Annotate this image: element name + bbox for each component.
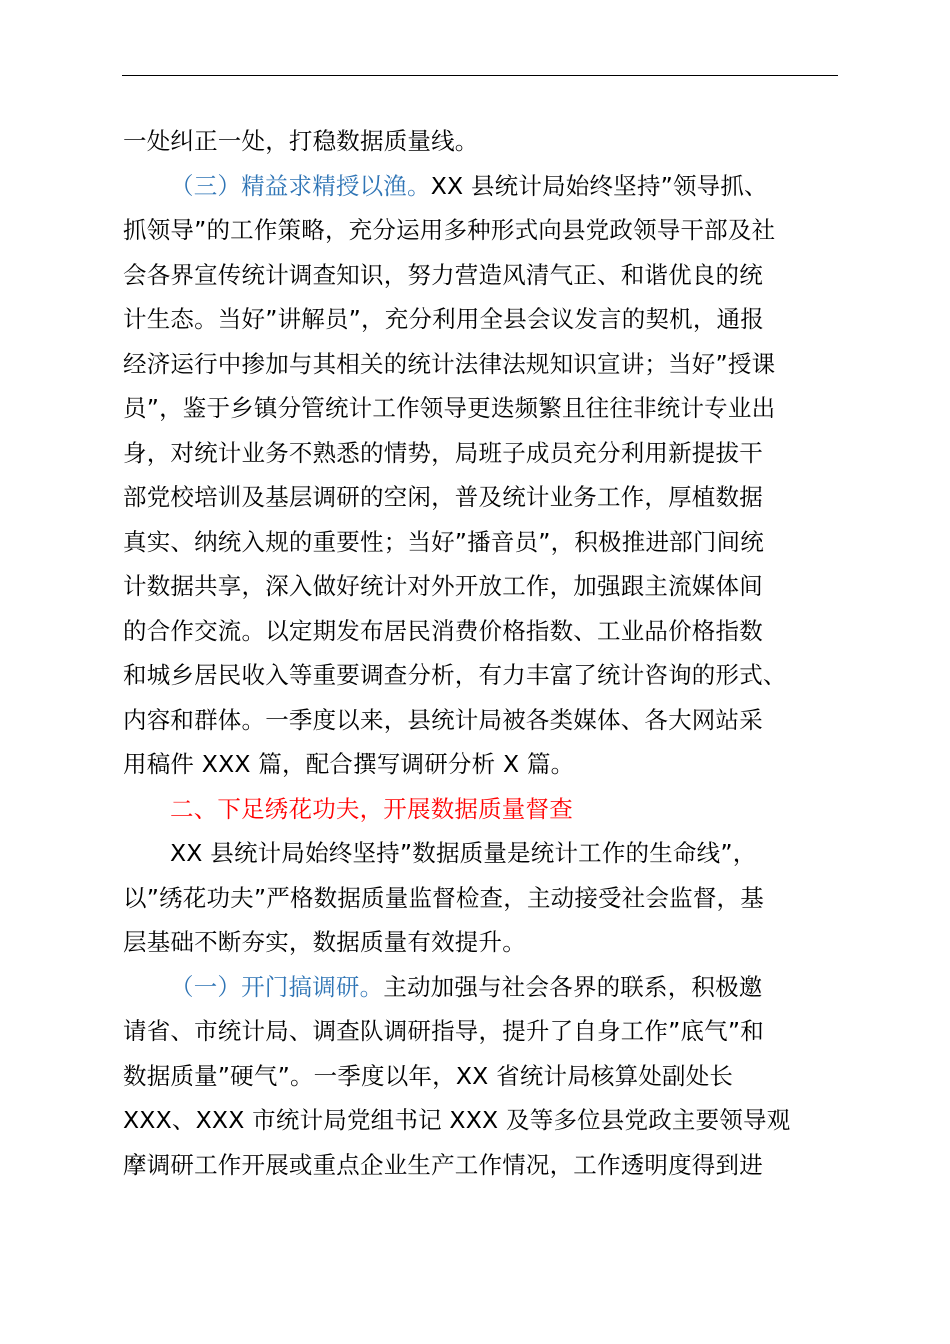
- text-line: [0, 431, 950, 475]
- text-line: [0, 609, 950, 653]
- line-text: 内容和群体。一季度以来，县统计局被各类媒体、各大网站采: [123, 706, 763, 734]
- line-text: 和城乡居民收入等重要调查分析，有力丰富了统计咨询的形式、: [123, 661, 787, 689]
- text-line: [0, 1009, 950, 1053]
- line-text: 员”，鉴于乡镇分管统计工作领导更迭频繁且往往非统计专业出: [123, 394, 776, 422]
- text-line: [0, 208, 950, 252]
- line-text: XX 县统计局始终坚持”数据质量是统计工作的生命线”，: [170, 839, 757, 867]
- text-line: [0, 520, 950, 564]
- text-line: [0, 1054, 950, 1098]
- line-text: XX 县统计局始终坚持”领导抓、: [430, 172, 768, 200]
- line-text: 请省、市统计局、调查队调研指导，提升了自身工作”底气”和: [123, 1017, 764, 1045]
- line-text: 经济运行中掺加与其相关的统计法律法规知识宣讲；当好”授课: [123, 350, 776, 378]
- header-rule: [122, 75, 838, 76]
- subheading-3: （三）精益求精授以渔。: [170, 172, 431, 200]
- text-line: [0, 965, 950, 1009]
- text-line: [0, 742, 950, 786]
- line-text: 层基础不断夯实，数据质量有效提升。: [123, 928, 526, 956]
- line-text: 计数据共享，深入做好统计对外开放工作，加强跟主流媒体间: [123, 572, 763, 600]
- text-line: [0, 386, 950, 430]
- text-line: [0, 564, 950, 608]
- text-line: [0, 1143, 950, 1187]
- line-text: 用稿件 XXX 篇，配合撰写调研分析 X 篇。: [123, 750, 575, 778]
- line-text: 摩调研工作开展或重点企业生产工作情况，工作透明度得到进: [123, 1151, 763, 1179]
- line-text: 主动加强与社会各界的联系，积极邀: [383, 973, 763, 1001]
- text-line: [0, 920, 950, 964]
- text-line: [0, 342, 950, 386]
- line-text: 以”绣花功夫”严格数据质量监督检查，主动接受社会监督，基: [123, 884, 764, 912]
- line-text: 部党校培训及基层调研的空闲，普及统计业务工作，厚植数据: [123, 483, 763, 511]
- line-text: 会各界宣传统计调查知识，努力营造风清气正、和谐优良的统: [123, 261, 763, 289]
- text-line: [0, 253, 950, 297]
- text-line: [0, 876, 950, 920]
- section-heading-2: 二、下足绣花功夫，开展数据质量督查: [170, 795, 573, 823]
- subheading-1: （一）开门搞调研。: [170, 973, 384, 1001]
- line-wrap: [170, 965, 763, 1009]
- text-line: [0, 1098, 950, 1142]
- line-text: 计生态。当好”讲解员”，充分利用全县会议发言的契机，通报: [123, 305, 764, 333]
- text-line: [0, 698, 950, 742]
- line-text: XXX、XXX 市统计局党组书记 XXX 及等多位县党政主要领导观: [123, 1106, 791, 1134]
- text-line: [0, 831, 950, 875]
- line-text: 一处纠正一处，打稳数据质量线。: [123, 127, 479, 155]
- line-text: 身，对统计业务不熟悉的情势，局班子成员充分利用新提拔干: [123, 439, 763, 467]
- line-text: 真实、纳统入规的重要性；当好”播音员”，积极推进部门间统: [123, 528, 764, 556]
- line-text: 数据质量”硬气”。一季度以年，XX 省统计局核算处副处长: [123, 1062, 734, 1090]
- text-line: [0, 653, 950, 697]
- text-line: [0, 119, 950, 163]
- text-line: [0, 164, 950, 208]
- text-line: [0, 787, 950, 831]
- line-text: 的合作交流。以定期发布居民消费价格指数、工业品价格指数: [123, 617, 763, 645]
- text-line: [0, 297, 950, 341]
- text-line: [0, 475, 950, 519]
- line-wrap: [170, 164, 768, 208]
- line-text: 抓领导”的工作策略，充分运用多种形式向县党政领导干部及社: [123, 216, 776, 244]
